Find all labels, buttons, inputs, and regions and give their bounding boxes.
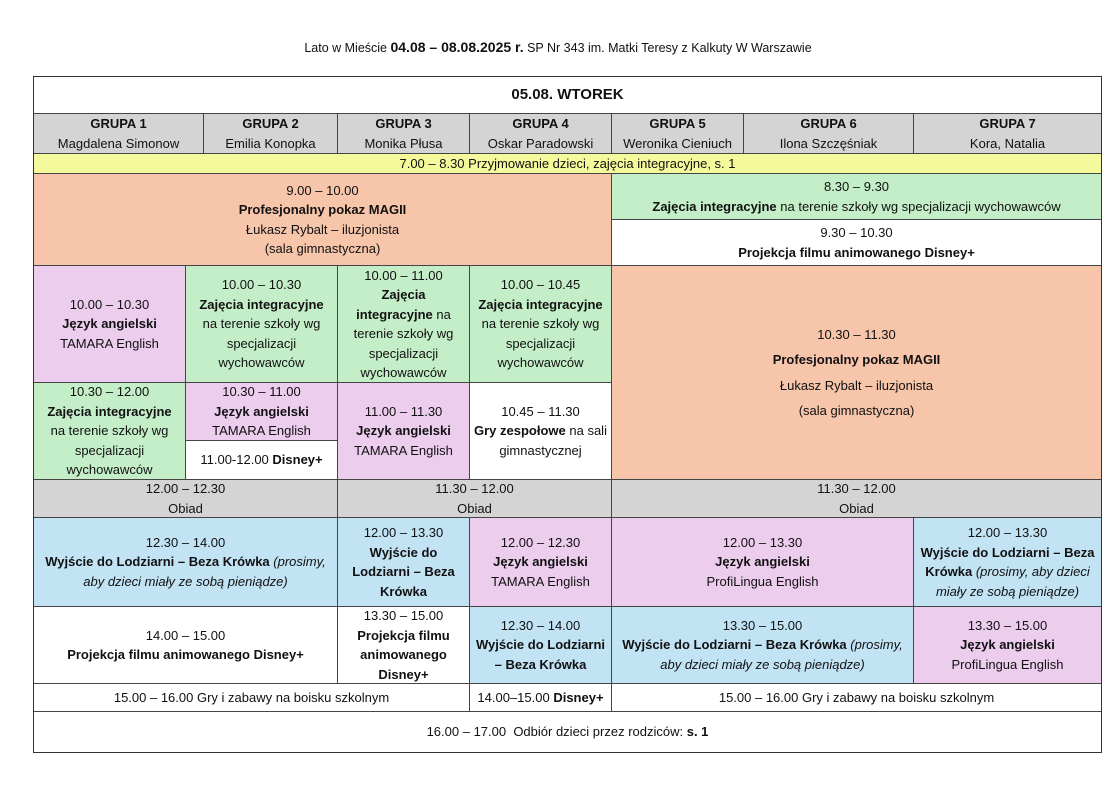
subtitle: TAMARA English [212,423,311,439]
title: Język angielski [715,554,810,570]
group-name: GRUPA 3 [375,116,432,131]
group-teacher: Ilona Szczęśniak [779,135,878,151]
description: na terenie szkoły wg specjalizacji wychowawców [353,306,454,380]
group-teacher: Magdalena Simonow [57,135,180,151]
time: 14.00–15.00 [477,689,554,705]
note: (prosimy, aby dzieci miały ze sobą pieniądze) [83,554,326,589]
time: 12.30 – 14.00 [145,534,226,550]
title: Język angielski [62,316,157,332]
title: Profesjonalny pokaz MAGII [772,352,941,367]
time: 11.00-12.00 [200,452,273,468]
time: 14.00 – 15.00 [145,627,226,643]
day-title [34,77,1101,114]
header-suffix: SP Nr 343 im. Matki Teresy z Kalkuty W Warszawie [523,41,812,55]
subtitle: ProfiLingua English [951,656,1064,672]
g12-trip [34,518,338,607]
place: (sala gimnastyczna) [798,403,915,418]
g3-english [338,383,470,480]
group-teacher: Oskar Paradowski [487,135,594,151]
games-text: 15.00 – 16.00 Gry i zabawy na boisku szkolnym [113,689,390,705]
pickup-room: s. 1 [686,724,709,740]
g4-trip [470,607,612,684]
title: Projekcja filmu animowanego Disney+ [67,647,304,662]
time: 10.45 – 11.30 [501,403,580,419]
lunch-g5-7 [612,480,1101,518]
time: 10.30 – 12.00 [69,384,150,400]
integration-5-7 [612,174,1101,220]
g2-english [186,383,338,441]
g4-english [470,518,612,607]
time: 10.00 – 11.00 [364,267,443,283]
time: 10.00 – 10.45 [500,277,581,293]
g2-integration [186,266,338,383]
time: 12.00 – 12.30 [145,481,226,496]
description: na terenie szkoły wg specjalizacji wychowawców [481,316,600,371]
film-5-7 [612,220,1101,266]
group-header-3 [338,114,470,154]
note: (prosimy, aby dzieci miały ze sobą pieniądze) [935,564,1090,599]
pickup-text: 16.00 – 17.00 Odbiór dzieci przez rodziców: [426,724,687,740]
group-teacher: Kora, Natalia [969,135,1046,151]
time: 8.30 – 9.30 [823,179,890,194]
pickup-row [34,712,1101,752]
morning-text: 7.00 – 8.30 Przyjmowanie dzieci, zajęcia integracyjne, s. 1 [399,155,736,171]
title: Zajęcia integracyjne [47,403,172,419]
g1-english [34,266,186,383]
g2-disney [186,441,338,480]
group-teacher: Emilia Konopka [225,135,316,151]
lunch-g1-2 [34,480,338,518]
time: 10.30 – 11.30 [817,326,896,342]
lunch-g3-4 [338,480,612,518]
title: Wyjście do Lodziarni – Beza Krówka [475,637,606,672]
g12-film [34,607,338,684]
title: Disney+ [272,452,323,468]
group-name: GRUPA 2 [242,116,299,131]
time: 10.30 – 11.00 [222,384,301,400]
title: Projekcja filmu animowanego Disney+ [357,627,450,682]
title: Wyjście do Lodziarni – Beza Krówka [352,544,455,599]
time: 10.00 – 10.30 [69,296,150,312]
day-title-text: 05.08. WTOREK [511,86,624,104]
magic-show-1 [34,174,612,266]
group-teacher: Weronika Cieniuch [623,135,732,151]
time: 11.30 – 12.00 [817,481,896,496]
label: Obiad [457,500,492,516]
group-header-7 [914,114,1101,154]
group-name: GRUPA 6 [800,116,857,131]
morning-row [34,154,1101,174]
magic-show-2 [612,266,1101,480]
title: Zajęcia integracyjne [652,198,777,214]
subtitle: TAMARA English [60,335,159,351]
g4-games [470,383,612,480]
time: 12.00 – 13.30 [967,525,1048,540]
time: 11.00 – 11.30 [364,403,443,419]
group-name: GRUPA 5 [649,116,706,131]
subtitle: ProfiLingua English [706,573,819,589]
label: Obiad [168,500,203,516]
header-dates: 04.08 – 08.08.2025 r. [390,39,524,55]
performer: Łukasz Rybalt – iluzjonista [779,377,934,393]
title: Wyjście do Lodziarni – Beza Krówka [622,637,847,653]
g3-trip [338,518,470,607]
performer: Łukasz Rybalt – iluzjonista [245,221,400,237]
title: Wyjście do Lodziarni – Beza Krówka [45,554,270,570]
time: 11.30 – 12.00 [435,481,514,496]
group-header-4 [470,114,612,154]
time: 12.00 – 12.30 [500,534,581,550]
title: Język angielski [214,403,309,419]
games-text: 15.00 – 16.00 Gry i zabawy na boisku szkolnym [718,689,995,705]
place: (sala gimnastyczna) [264,241,381,256]
time: 10.00 – 10.30 [221,277,302,293]
g7-trip [914,518,1101,607]
time: 13.30 – 15.00 [967,617,1048,633]
g3-integration [338,266,470,383]
group-teacher: Monika Płusa [364,135,443,151]
time: 9.30 – 10.30 [820,225,893,240]
g1-integration [34,383,186,480]
description: na terenie szkoły wg specjalizacji wychowawców [202,316,321,371]
title: Gry zespołowe [474,423,566,439]
title: Profesjonalny pokaz MAGII [238,202,407,217]
description: na sali gimnastycznej [499,423,607,458]
title: Wyjście do Lodziarni – Beza Krówka [920,544,1095,579]
games-right [612,684,1101,712]
description: na terenie szkoły wg specjalizacji wychowawców [776,198,1061,214]
games-left [34,684,470,712]
time: 13.30 – 15.00 [722,617,803,633]
title: Język angielski [960,637,1055,653]
schedule-table [33,76,1102,753]
header-prefix: Lato w Mieście [304,41,391,55]
time: 12.30 – 14.00 [500,617,581,633]
group-header-6 [744,114,914,154]
document-header [0,39,1116,55]
title: Język angielski [493,554,588,570]
time: 12.00 – 13.30 [722,534,803,550]
title: Język angielski [356,423,451,439]
group-header-2 [204,114,338,154]
group-name: GRUPA 1 [90,116,147,131]
time: 12.00 – 13.30 [363,525,444,540]
group-name: GRUPA 4 [512,116,569,131]
group-name: GRUPA 7 [979,116,1036,131]
note: (prosimy, aby dzieci miały ze sobą pieniądze) [660,637,903,672]
title: Projekcja filmu animowanego Disney+ [738,244,975,260]
title: Zajęcia integracyjne [199,296,324,312]
description: na terenie szkoły wg specjalizacji wychowawców [50,423,169,478]
g56-english [612,518,914,607]
subtitle: TAMARA English [491,573,590,589]
g3-film [338,607,470,684]
time: 13.30 – 15.00 [363,608,444,623]
label: Obiad [839,500,874,516]
g4-integration [470,266,612,383]
g56-trip [612,607,914,684]
title: Zajęcia integracyjne [356,287,433,322]
title: Disney+ [553,689,604,705]
g7-english [914,607,1101,684]
group-header-5 [612,114,744,154]
title: Zajęcia integracyjne [478,296,603,312]
group-header-1 [34,114,204,154]
subtitle: TAMARA English [354,442,453,458]
time: 9.00 – 10.00 [286,182,359,198]
g4-disney [470,684,612,712]
